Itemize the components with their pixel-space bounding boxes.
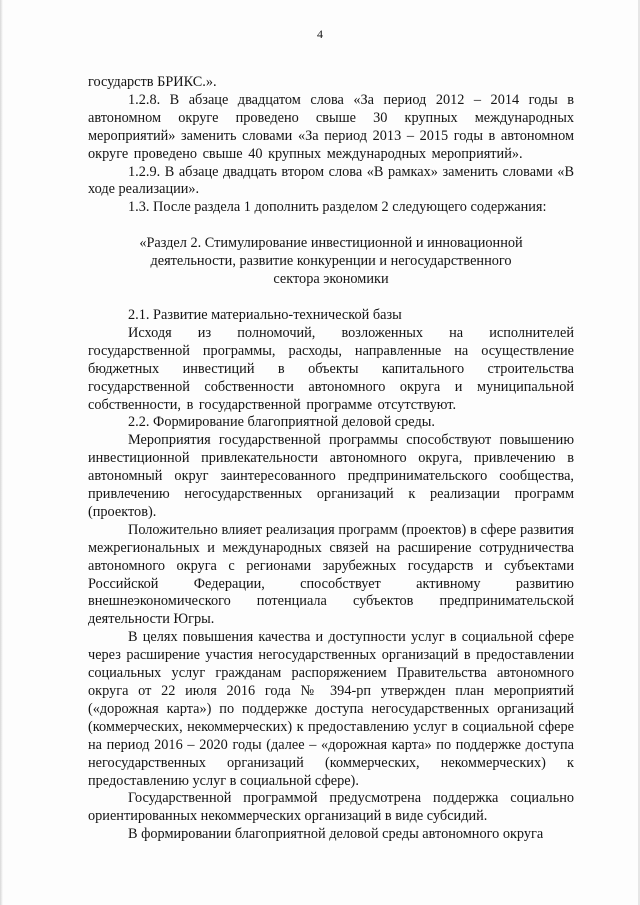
subsection-2-2-paragraph: Мероприятия государственной программы способствуют повышению инвестиционной привлекательности автономного округа, привлечению в автономный округ заинтересованного предпринимательского сообщества, привлечению негосударственных организаций к реализации программ (проектов). (88, 432, 574, 520)
section-heading-line-1: «Раздел 2. Стимулирование инвестиционной и инновационной (139, 235, 523, 252)
spacer (88, 217, 574, 235)
scan-edge-left (0, 0, 3, 905)
subsection-2-2-paragraph: В целях повышения качества и доступности услуг в социальной сфере через расширение участия негосударственных организаций в предоставлении социальных услуг гражданам распоряжением Правительства автономного округа от 22 июля 2016 года № 394-рп утвержден план мероприятий («дорожная карта») по поддержке доступа негосударственных организаций (коммерческих, некоммерческих) к предоставлению услуг в социальной сфере на период 2016 – 2020 годы (далее – «дорожная карта» по поддержке доступа негосударственных организаций (коммерческих, некоммерческих) к предоставлению услуг в социальной сфере). (88, 629, 574, 789)
paragraph-1-2-8: 1.2.8. В абзаце двадцатом слова «За период 2012 – 2014 годы в автономном округе проведено свыше 30 крупных международных мероприятий» заменить словами «За период 2013 – 2015 годы в автономном округе проведено свыше 40 крупных международных мероприятий». (88, 91, 574, 162)
subsection-2-2-title: 2.2. Формирование благоприятной деловой среды. (128, 414, 435, 431)
subsection-2-1-text: Исходя из полномочий, возложенных на исполнителей государственной программы, расходы, направленные на осуществление бюджетных инвестиций в объекты капитального строительства государственной собственности автономного округа и муниципальной собственности, в государственной программе отсутствуют. (88, 324, 574, 413)
paragraph-continuation: государств БРИКС.». (88, 74, 217, 90)
paragraph-1-2-9: 1.2.9. В абзаце двадцать втором слова «В рамках» заменить словами «В ходе реализации». (88, 163, 574, 198)
page-number: 4 (317, 27, 323, 41)
section-heading-line-2: деятельности, развитие конкуренции и негосударственного (150, 253, 512, 270)
spacer (88, 289, 574, 307)
paragraph-1-3: 1.3. После раздела 1 дополнить разделом 2 следующего содержания: (128, 199, 547, 216)
section-heading-line-3: сектора экономики (273, 271, 389, 288)
document-body (88, 74, 574, 844)
subsection-2-1-title: 2.1. Развитие материально-технической базы (128, 306, 402, 323)
section-heading (88, 235, 574, 289)
subsection-2-2-paragraph: В формировании благоприятной деловой среды автономного округа (128, 826, 544, 843)
subsection-2-2-paragraph: Положительно влияет реализация программ (проектов) в сфере развития межрегиональных и международных связей на расширение сотрудничества автономного округа с регионами зарубежных государств и субъектами Российской Федерации, способствует активному развитию внешнеэкономического потенциала субъектов предпринимательской деятельности Югры. (88, 521, 574, 628)
subsection-2-2-paragraph: Государственной программой предусмотрена поддержка социально ориентированных некоммерческих организаций в виде субсидий. (88, 790, 574, 825)
